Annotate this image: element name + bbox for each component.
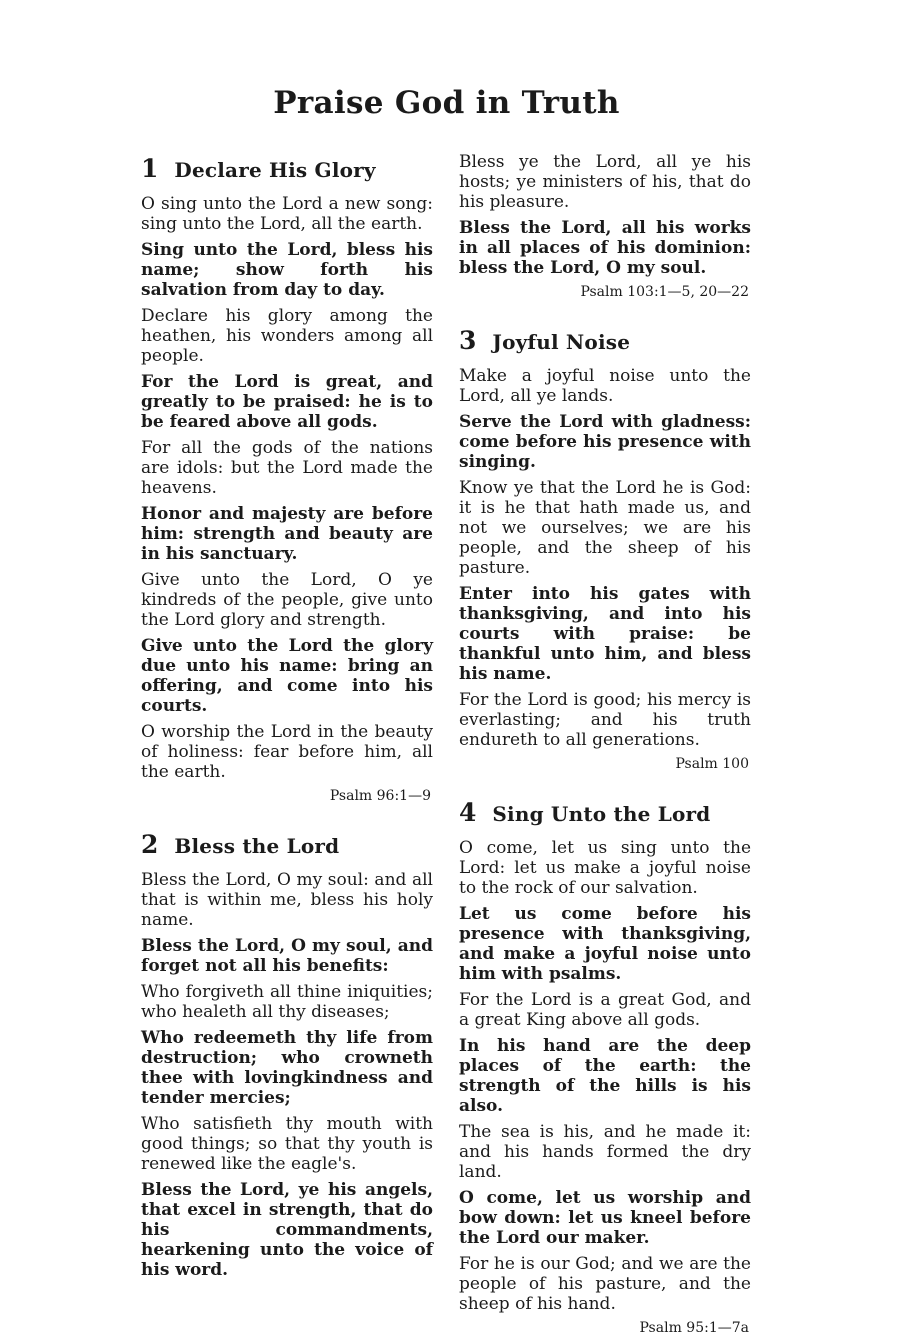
verse-paragraph: O come, let us worship and bow down: let us kneel before the Lord our maker. <box>459 1188 751 1248</box>
verse-paragraph: For the Lord is a great God, and a great King above all gods. <box>459 990 751 1030</box>
section-block <box>459 152 751 300</box>
page-title: Praise God in Truth <box>273 85 620 121</box>
left-column <box>141 152 433 1286</box>
section-title: Bless the Lord <box>174 834 340 858</box>
section-title: Joyful Noise <box>492 330 631 354</box>
verse-paragraph: Declare his glory among the heathen, his wonders among all people. <box>141 306 433 366</box>
section-number: 2 <box>141 830 159 859</box>
two-column-layout <box>141 152 752 1344</box>
psalm-citation: Psalm 96:1—9 <box>329 788 431 804</box>
section-block <box>141 830 433 1280</box>
verse-paragraph: Bless the Lord, O my soul: and all that is within me, bless his holy name. <box>141 870 433 930</box>
section-number: 4 <box>459 798 477 827</box>
section-heading <box>459 798 751 827</box>
verse-paragraph: For the Lord is good; his mercy is everlasting; and his truth endureth to all generations. <box>459 690 751 750</box>
section-title: Declare His Glory <box>174 158 376 182</box>
verse-paragraph: O worship the Lord in the beauty of holiness: fear before him, all the earth. <box>141 722 433 782</box>
section-block <box>141 154 433 804</box>
verse-paragraph: Bless the Lord, all his works in all places of his dominion: bless the Lord, O my soul. <box>459 218 751 278</box>
hymnal-page <box>141 0 752 1344</box>
section-number: 3 <box>459 326 477 355</box>
psalm-citation: Psalm 100 <box>675 756 749 772</box>
verse-paragraph: Bless the Lord, ye his angels, that excel in strength, that do his commandments, hearkening unto the voice of his word. <box>141 1180 433 1280</box>
verse-paragraph: Bless the Lord, O my soul, and forget not all his benefits: <box>141 936 433 976</box>
verse-paragraph: Make a joyful noise unto the Lord, all ye lands. <box>459 366 751 406</box>
verse-paragraph: Know ye that the Lord he is God: it is he that hath made us, and not we ourselves; we are his people, and the sheep of his pasture. <box>459 478 751 578</box>
verse-paragraph: Honor and majesty are before him: strength and beauty are in his sanctuary. <box>141 504 433 564</box>
section-title: Sing Unto the Lord <box>492 802 711 826</box>
section-heading <box>141 830 433 859</box>
psalm-citation: Psalm 103:1—5, 20—22 <box>580 284 749 300</box>
verse-paragraph: Who forgiveth all thine iniquities; who healeth all thy diseases; <box>141 982 433 1022</box>
verse-paragraph: Sing unto the Lord, bless his name; show forth his salvation from day to day. <box>141 240 433 300</box>
section-heading <box>459 326 751 355</box>
verse-paragraph: For all the gods of the nations are idols: but the Lord made the heavens. <box>141 438 433 498</box>
verse-paragraph: In his hand are the deep places of the earth: the strength of the hills is his also. <box>459 1036 751 1116</box>
section-block <box>459 326 751 772</box>
verse-paragraph: Who satisfieth thy mouth with good things; so that thy youth is renewed like the eagle's. <box>141 1114 433 1174</box>
verse-paragraph: Give unto the Lord, O ye kindreds of the people, give unto the Lord glory and strength. <box>141 570 433 630</box>
section-number: 1 <box>141 154 159 183</box>
verse-paragraph: O sing unto the Lord a new song: sing unto the Lord, all the earth. <box>141 194 433 234</box>
verse-paragraph: Give unto the Lord the glory due unto his name: bring an offering, and come into his courts. <box>141 636 433 716</box>
section-heading <box>141 154 433 183</box>
section-block <box>459 798 751 1336</box>
verse-paragraph: Bless ye the Lord, all ye his hosts; ye ministers of his, that do his pleasure. <box>459 152 751 212</box>
verse-paragraph: O come, let us sing unto the Lord: let us make a joyful noise to the rock of our salvation. <box>459 838 751 898</box>
verse-paragraph: The sea is his, and he made it: and his hands formed the dry land. <box>459 1122 751 1182</box>
verse-paragraph: Let us come before his presence with thanksgiving, and make a joyful noise unto him with psalms. <box>459 904 751 984</box>
psalm-citation: Psalm 95:1—7a <box>639 1320 749 1336</box>
verse-paragraph: For he is our God; and we are the people of his pasture, and the sheep of his hand. <box>459 1254 751 1314</box>
verse-paragraph: Enter into his gates with thanksgiving, and into his courts with praise: be thankful unto him, and bless his name. <box>459 584 751 684</box>
verse-paragraph: For the Lord is great, and greatly to be praised: he is to be feared above all gods. <box>141 372 433 432</box>
verse-paragraph: Who redeemeth thy life from destruction; who crowneth thee with lovingkindness and tender mercies; <box>141 1028 433 1108</box>
right-column <box>459 152 751 1344</box>
verse-paragraph: Serve the Lord with gladness: come before his presence with singing. <box>459 412 751 472</box>
